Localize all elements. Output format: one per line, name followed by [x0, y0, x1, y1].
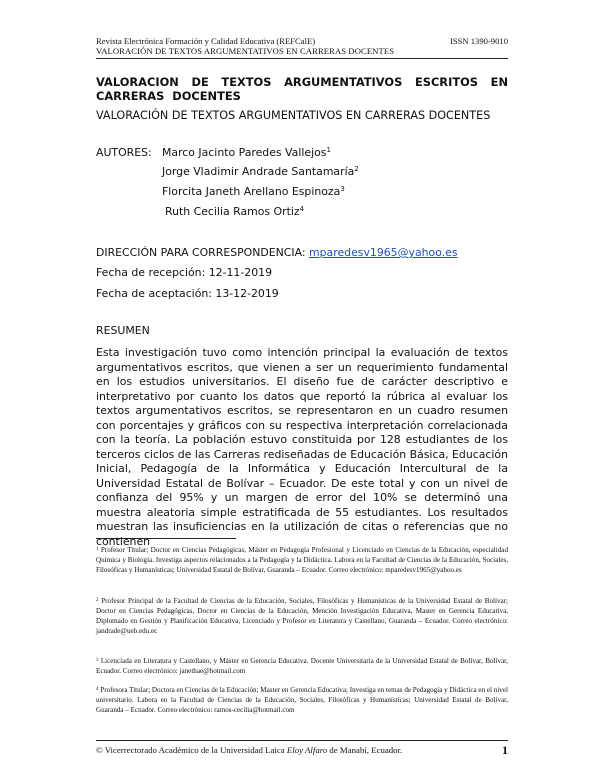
page-number: 1	[502, 743, 508, 757]
abstract-heading: RESUMEN	[96, 324, 150, 337]
author-3	[162, 185, 345, 198]
author-name: Jorge Vladimir Andrade Santamaría	[162, 165, 355, 178]
correspondence-email-link[interactable]: mparedesv1965@yahoo.es	[309, 246, 458, 259]
authors-label: AUTORES:	[96, 146, 152, 159]
footnote-number: 4	[96, 687, 99, 692]
correspondence	[96, 246, 458, 259]
page-footer	[96, 745, 508, 755]
footnote-3	[96, 656, 508, 676]
footnote-text: Profesor Principal de la Facultad de Ciencias de la Educación, Sociales, Filosóficas y Humanísticas de la Universidad Estatal de Bolívar; Doctor en Ciencias Pedagógicas, Doctor en Ciencias de la Educación, Mención Investigación Educativa, Master en Gerencia Educativa, Diplomado en Gestión y Planificación Educativa, Licenciado y Profesor en Literatura y Castellano, Guaranda – Ecuador. Correo electrónico: jandrade@ueb.edu.ec	[96, 597, 508, 635]
footnote-number: 2	[96, 598, 99, 603]
author-name: Ruth Cecilia Ramos Ortiz	[165, 205, 300, 218]
footnote-ref[interactable]: 2	[354, 165, 359, 173]
footer-italic: Eloy Alfaro	[286, 745, 328, 755]
running-title: VALORACIÓN DE TEXTOS ARGUMENTATIVOS EN CARRERAS DOCENTES	[96, 46, 395, 56]
footnote-2	[96, 596, 508, 636]
footnote-4	[96, 685, 508, 715]
author-2	[162, 165, 359, 178]
issn: ISSN 1390-9010	[449, 36, 508, 46]
footnote-ref[interactable]: 3	[340, 185, 345, 193]
footnote-ref[interactable]: 1	[326, 146, 331, 154]
author-4	[165, 205, 304, 218]
journal-header	[96, 36, 508, 46]
footer-prefix: © Vicerrectorado Académico de la Universidad Laica	[96, 745, 287, 755]
footnote-number: 1	[96, 547, 99, 552]
footnote-1	[96, 545, 508, 575]
footnote-ref[interactable]: 4	[299, 205, 305, 213]
article-title: VALORACION DE TEXTOS ARGUMENTATIVOS ESCRITOS EN CARRERAS DOCENTES	[96, 75, 508, 103]
footnote-divider	[96, 538, 236, 539]
journal-name: Revista Electrónica Formación y Calidad Educativa (REFCalE)	[96, 36, 316, 46]
footer-divider	[96, 740, 508, 741]
article-subtitle: VALORACIÓN DE TEXTOS ARGUMENTATIVOS EN CARRERAS DOCENTES	[96, 109, 491, 122]
header-divider	[96, 58, 508, 59]
footer-suffix: de Manabí, Ecuador.	[327, 745, 403, 755]
footnote-text: Licenciada en Literatura y Castellano, y Máster en Gerencia Educativa. Docente Universitaria de la Universidad Estatal de Bolívar, Bolívar, Ecuador. Correo electrónico: janethae@hotmail.com	[96, 657, 508, 675]
author-1	[162, 146, 331, 159]
accepted-date: Fecha de aceptación: 13-12-2019	[96, 287, 279, 300]
received-date: Fecha de recepción: 12-11-2019	[96, 266, 273, 279]
correspondence-label: DIRECCIÓN PARA CORRESPONDENCIA:	[96, 246, 306, 259]
author-name: Marco Jacinto Paredes Vallejos	[162, 146, 327, 159]
footnote-text: Profesor Titular; Doctor en Ciencias Pedagógicas, Máster en Pedagogía Profesional y Licenciado en Ciencias de la Educación, especialidad Química y Biología. Investiga aspectos relacionados a la Pedagogía y la Didáctica. Labora en la Facultad de Ciencias de la Educación, Sociales, Filosóficas y Humanísticas; Universidad Estatal de Bolívar, Guaranda – Ecuador. Correo electrónico: mparedesv1965@yahoo.es	[96, 546, 508, 574]
footnote-text: Profesora Titular; Doctora en Ciencias de la Educación; Master en Gerencia Educativa; Investiga en temas de Pedagogía y Didáctica en el nivel universitario. Labora en la Facultad de Ciencias de la Educación, Sociales, Filosóficas y Humanísticas; Universidad Estatal de Bolívar, Guaranda – Ecuador. Correo electrónico: ramos-cecilia@hotmail.com	[96, 686, 508, 714]
abstract-body: Esta investigación tuvo como intención principal la evaluación de textos argumentativos escritos, que vienen a ser un requerimiento fundamental en los estudios universitarios. El diseño fue de carácter descriptivo e interpretativo por cuanto los datos que reportó la rúbrica al evaluar los textos argumentativos escritos, se representaron en un cuadro resumen con porcentajes y gráficos con su respectiva interpretación correlacionada con la teoría. La población estuvo constituida por 128 estudiantes de los terceros ciclos de las Carreras rediseñadas de Educación Básica, Educación Inicial, Pedagogía de la Informática y Educación Intercultural de la Universidad Estatal de Bolívar – Ecuador. De este total y con un nivel de confianza del 95% y un margen de error del 10% se determinó una muestra aleatoria simple estratificada de 55 estudiantes. Los resultados muestran las insuficiencias en la utilización de citas o referencias que no contienen	[96, 346, 508, 548]
footnote-number: 3	[96, 658, 99, 663]
author-name: Florcita Janeth Arellano Espinoza	[162, 185, 341, 198]
